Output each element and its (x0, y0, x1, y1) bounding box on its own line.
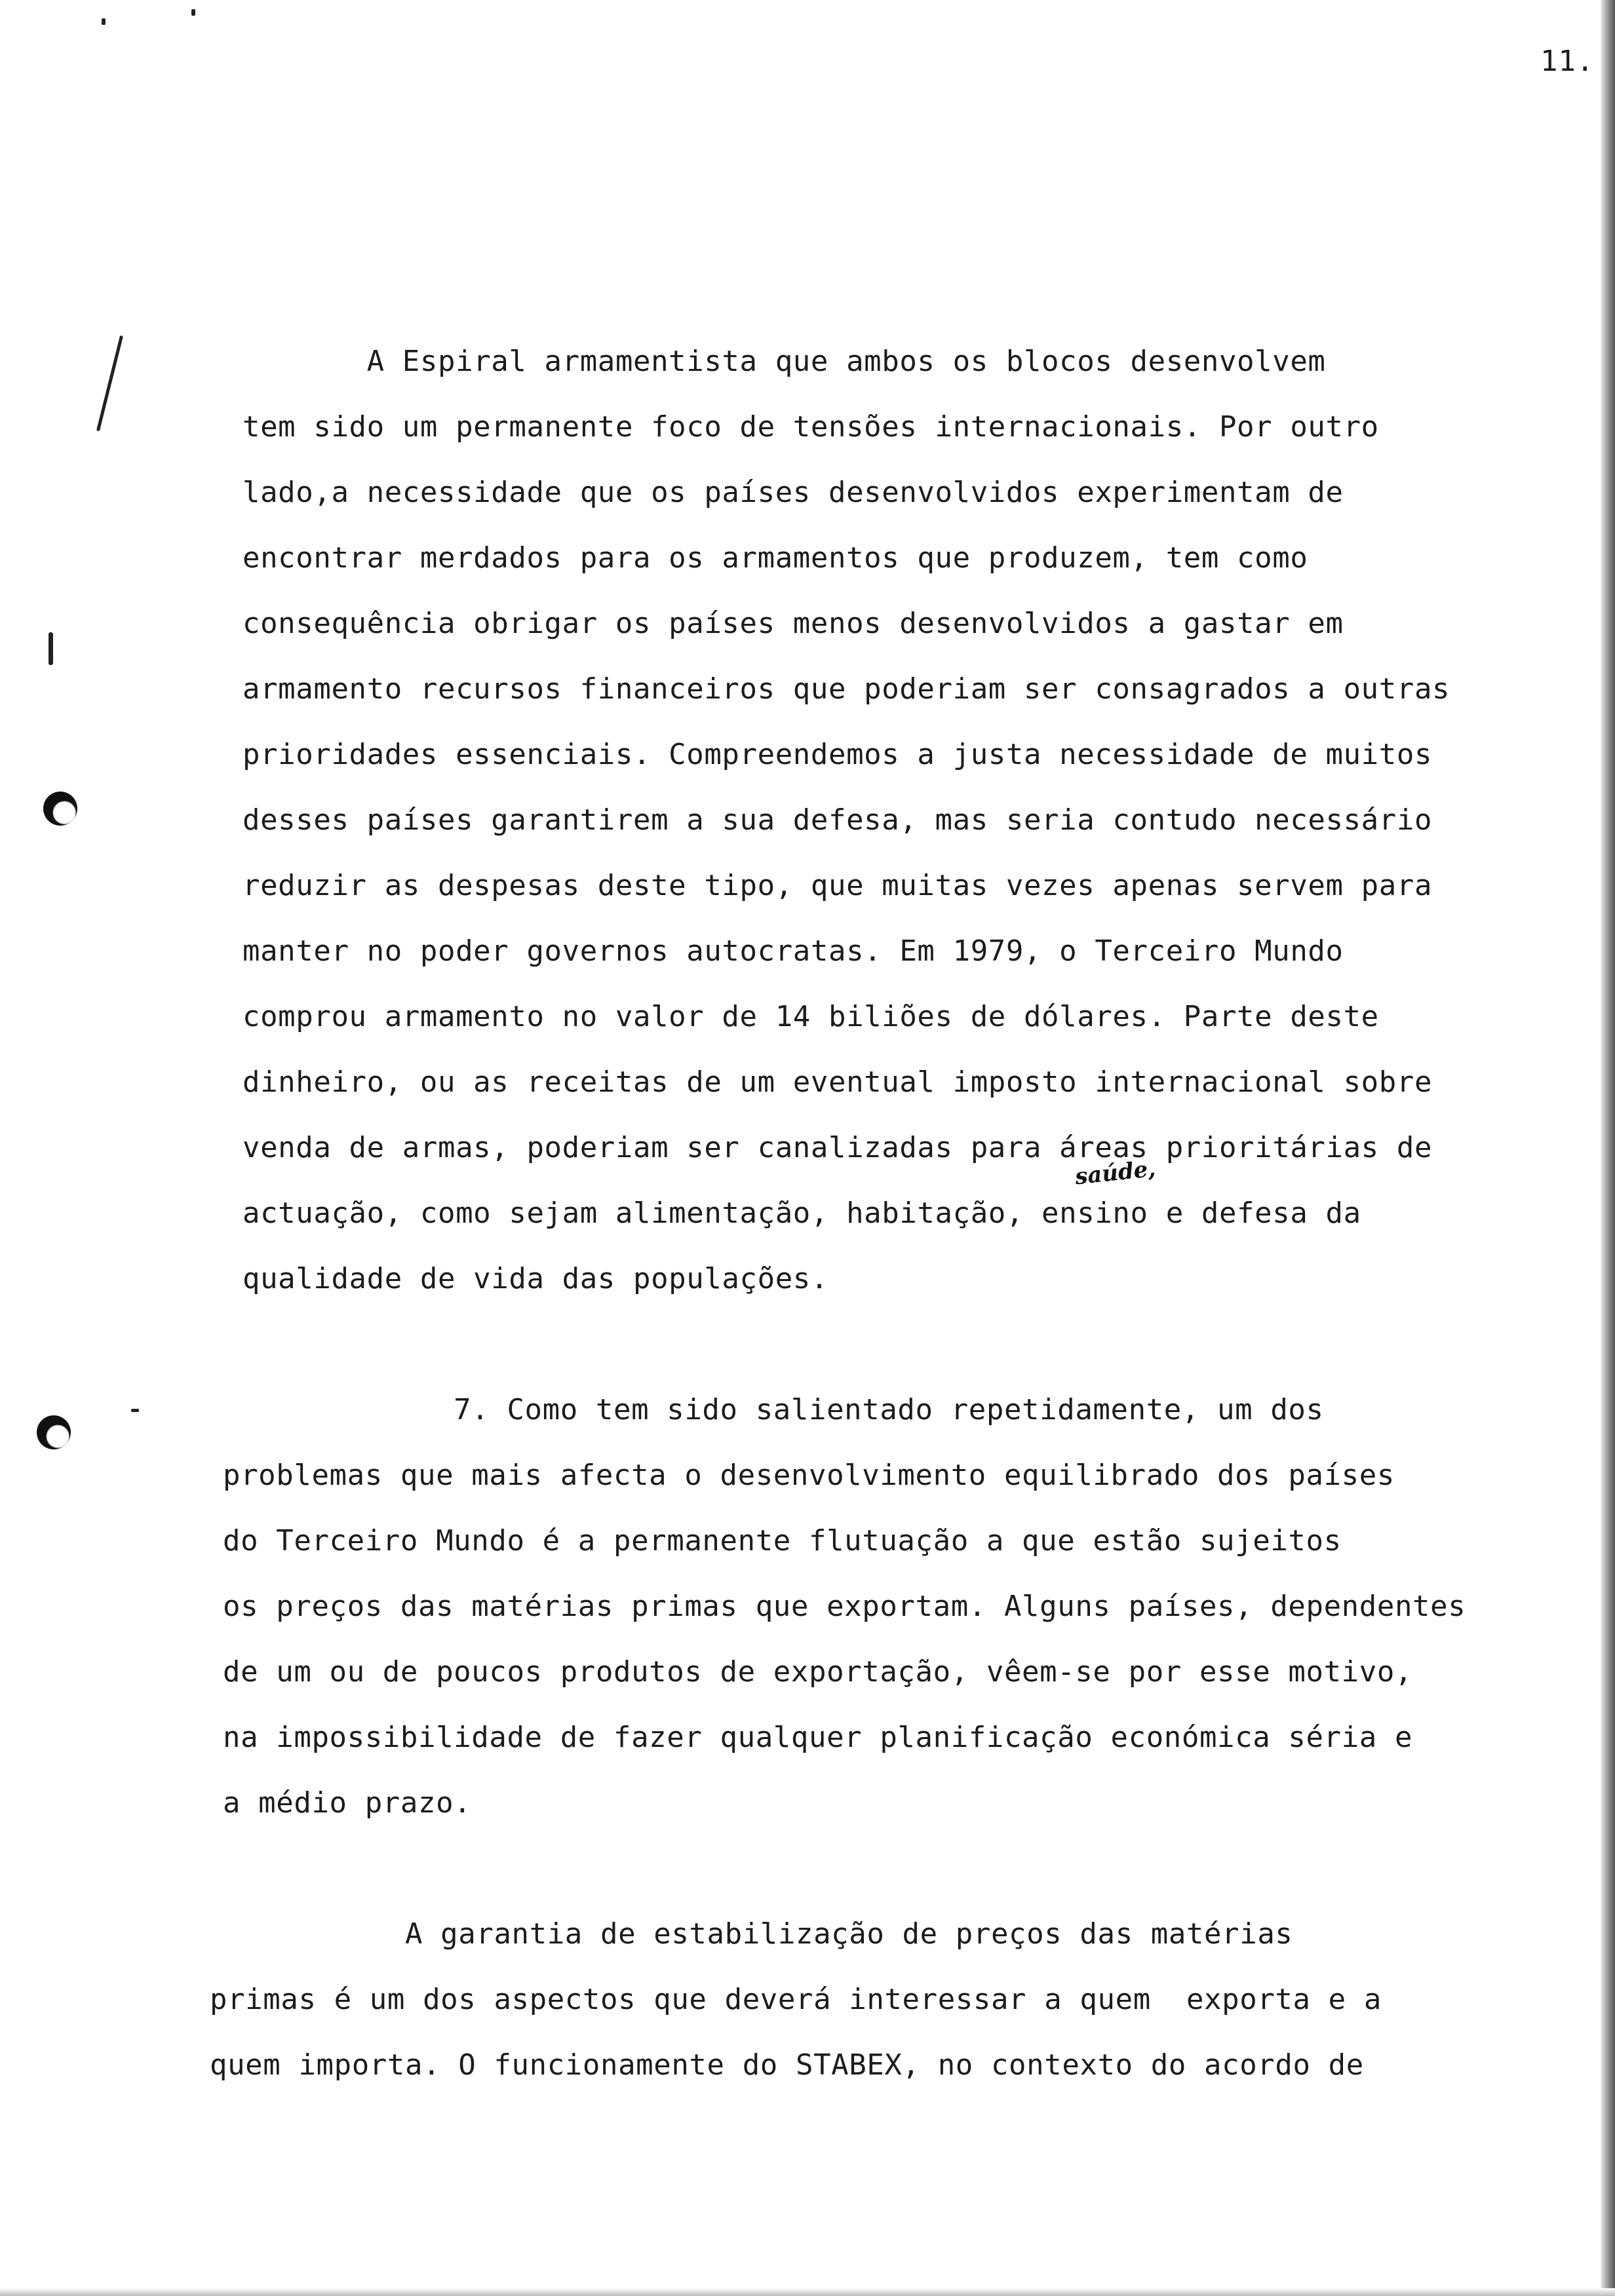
text-line: do Terceiro Mundo é a permanente flutuação a que estão sujeitos (223, 1524, 1342, 1558)
text-line: os preços das matérias primas que exportam. Alguns países, dependentes (223, 1590, 1466, 1623)
text-line: na impossibilidade de fazer qualquer planificação económica séria e (223, 1721, 1413, 1754)
handwritten-insertion: saúde, (1074, 1155, 1157, 1191)
margin-pen-mark (49, 632, 53, 665)
scan-speck (191, 9, 195, 16)
text-line: consequência obrigar os países menos desenvolvidos a gastar em (243, 607, 1344, 640)
text-line: tem sido um permanente foco de tensões internacionais. Por outro (243, 410, 1379, 444)
page-number: 11. (1540, 45, 1595, 78)
punch-hole-icon (43, 792, 77, 826)
scan-speck (131, 1409, 139, 1412)
text-line: a médio prazo. (223, 1786, 472, 1820)
text-line: A garantia de estabilização de preços das matérias (210, 1917, 1293, 1951)
text-line: manter no poder governos autocratas. Em 1979, o Terceiro Mundo (243, 934, 1344, 968)
text-line: reduzir as despesas deste tipo, que muitas vezes apenas servem para (243, 869, 1433, 902)
text-line: primas é um dos aspectos que deverá interessar a quem exporta e a (210, 1983, 1382, 2016)
page-bottom-edge (0, 2288, 1615, 2296)
text-line: comprou armamento no valor de 14 biliões de dólares. Parte deste (243, 1000, 1379, 1033)
paragraph-arms-spiral (243, 329, 1615, 1312)
punch-hole-icon (37, 1415, 71, 1449)
text-line: desses países garantirem a sua defesa, mas seria contudo necessário (243, 803, 1433, 837)
margin-pen-mark (96, 335, 123, 432)
paragraph-price-stabilization (210, 1902, 1606, 2098)
text-line: venda de armas, poderiam ser canalizadas para áreas prioritárias de (243, 1131, 1433, 1164)
text-line: dinheiro, ou as receitas de um eventual imposto internacional sobre (243, 1065, 1433, 1099)
paragraph-7-commodity-prices (223, 1377, 1615, 1836)
text-line: problemas que mais afecta o desenvolvimento equilibrado dos países (223, 1459, 1395, 1492)
text-line: actuação, como sejam alimentação, habitação, ensino e defesa da (243, 1196, 1361, 1230)
text-line: encontrar merdados para os armamentos que produzem, tem como (243, 541, 1308, 575)
scan-speck (102, 18, 106, 25)
text-line: quem importa. O funcionamente do STABEX, no contexto do acordo de (210, 2048, 1364, 2082)
text-line: qualidade de vida das populações. (243, 1262, 828, 1295)
text-line: A Espiral armamentista que ambos os blocos desenvolvem (243, 345, 1326, 378)
text-line: lado,a necessidade que os países desenvolvidos experimentam de (243, 476, 1344, 509)
text-line: armamento recursos financeiros que poderiam ser consagrados a outras (243, 672, 1450, 706)
text-line: de um ou de poucos produtos de exportação, vêem-se por esse motivo, (223, 1655, 1413, 1689)
text-line: 7. Como tem sido salientado repetidamente, um dos (223, 1393, 1324, 1426)
text-line: prioridades essenciais. Compreendemos a justa necessidade de muitos (243, 738, 1433, 771)
